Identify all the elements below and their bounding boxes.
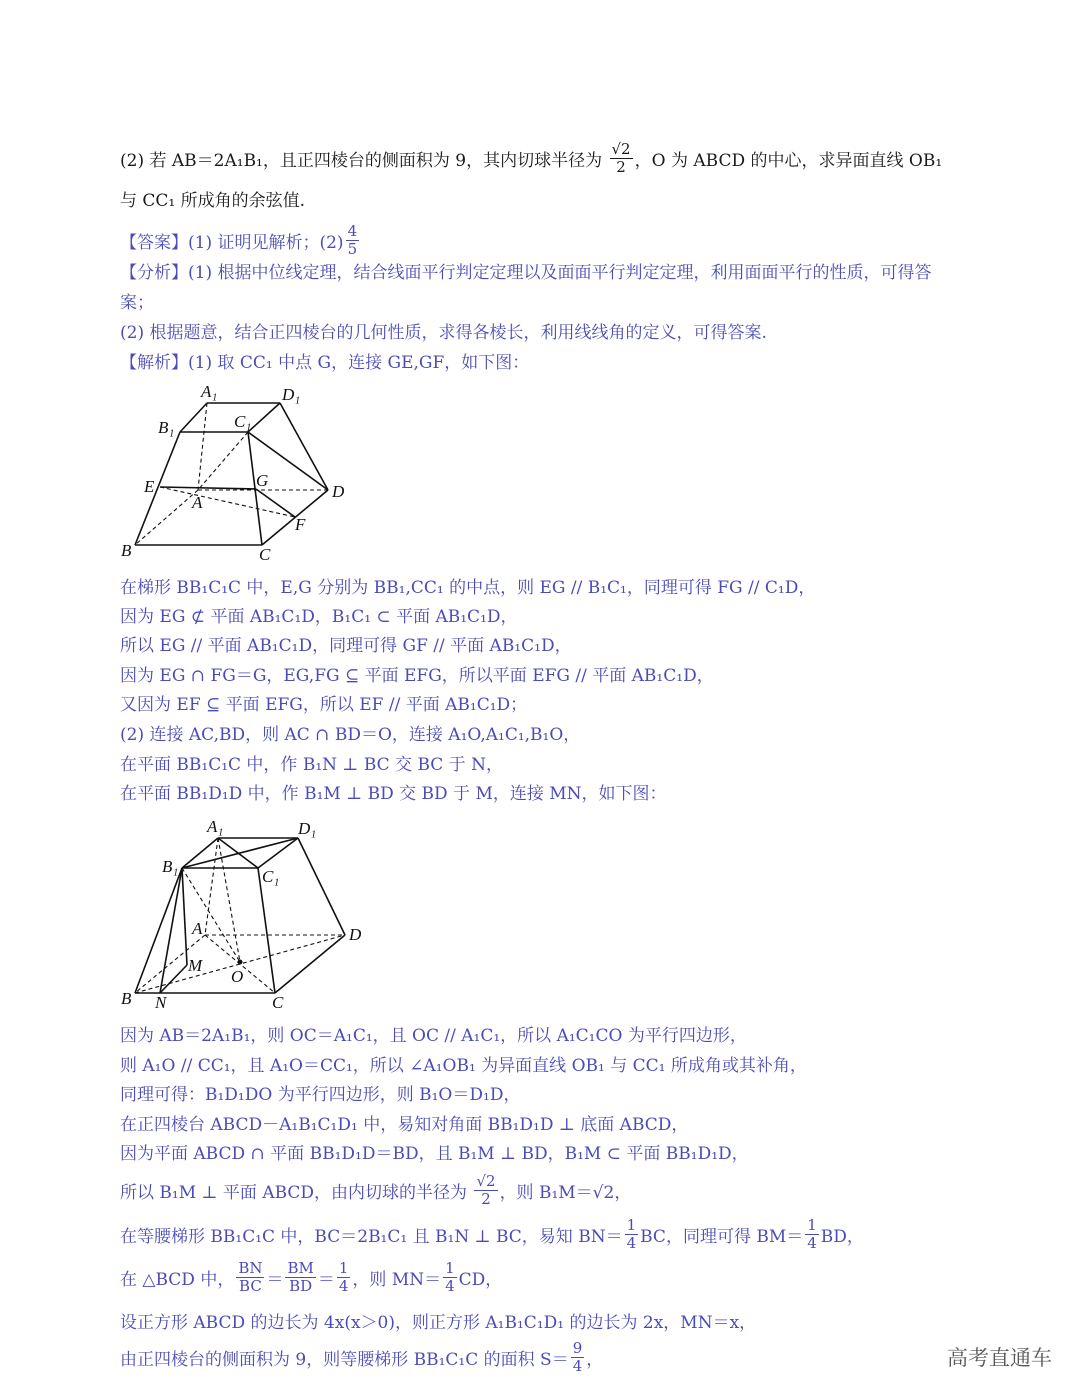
text-line xyxy=(120,571,815,599)
label-D1: D₁ xyxy=(282,385,301,404)
text-line xyxy=(120,1078,520,1106)
text-line xyxy=(120,1215,864,1252)
text-line xyxy=(120,1338,604,1375)
label-G: G xyxy=(256,471,269,490)
fraction xyxy=(285,1260,315,1295)
fraction-numerator: √2 xyxy=(476,1171,496,1190)
text-segment: ＝ xyxy=(266,1269,284,1290)
fraction xyxy=(337,1260,351,1295)
text-segment: ，则 B₁M＝√2， xyxy=(499,1182,632,1203)
text-segment: 【解析】(1) 取 CC₁ 中点 G，连接 GE,GF，如下图： xyxy=(120,352,530,373)
text-segment: 由正四棱台的侧面积为 9，则等腰梯形 BB₁C₁C 的面积 S＝ xyxy=(120,1349,569,1370)
fraction xyxy=(625,1217,639,1252)
text-segment: 【答案】(1) 证明见解析；(2) xyxy=(120,232,344,253)
fraction xyxy=(610,141,633,176)
text-segment: (2) 连接 AC,BD，则 AC ∩ BD＝O，连接 A₁O,A₁C₁,B₁O， xyxy=(120,724,581,745)
text-segment: 因为平面 ABCD ∩ 平面 BB₁D₁D＝BD，且 B₁M ⊥ BD，B₁M ⊂ 平面 BB₁D₁D， xyxy=(120,1143,749,1164)
text-line xyxy=(120,629,572,657)
figure-frustum-1 xyxy=(110,375,350,575)
label-C1: C₁ xyxy=(262,867,280,886)
text-segment: (2) 根据题意，结合正四棱台的几何性质，求得各棱长，利用线线角的定义，可得答案. xyxy=(120,322,767,343)
text-segment: 因为 EG ∩ FG＝G，EG,FG ⊆ 平面 EFG，所以平面 EFG // 平面 AB₁C₁D， xyxy=(120,665,714,686)
text-segment: 在 △BCD 中， xyxy=(120,1269,235,1290)
text-segment: ， xyxy=(586,1349,604,1370)
fraction xyxy=(346,223,360,258)
text-segment: ，则 MN＝ xyxy=(352,1269,442,1290)
fraction-denominator: BD xyxy=(289,1276,313,1295)
label-B: B xyxy=(121,541,132,560)
fraction xyxy=(805,1217,819,1252)
fraction xyxy=(443,1260,457,1295)
label-A: A xyxy=(192,919,203,938)
fraction-denominator: 4 xyxy=(626,1233,637,1252)
text-segment: ＝ xyxy=(317,1269,335,1290)
watermark: 高考直通车 xyxy=(947,1346,1052,1370)
text-line xyxy=(120,777,667,805)
fraction-denominator: 4 xyxy=(445,1276,455,1295)
text-line xyxy=(120,1258,503,1295)
text-line xyxy=(120,256,931,284)
text-segment: BD， xyxy=(820,1226,864,1247)
text-segment: 同理可得：B₁D₁DO 为平行四边形，则 B₁O＝D₁D， xyxy=(120,1084,521,1105)
text-line xyxy=(120,286,154,314)
text-line xyxy=(120,316,767,344)
text-segment: 则 A₁O // CC₁，且 A₁O＝CC₁，所以 ∠A₁OB₁ 为异面直线 OB₁ 与 CC₁ 所成角或其补角， xyxy=(120,1055,807,1076)
fraction-denominator: BC xyxy=(239,1276,262,1295)
text-segment: (2) 若 AB＝2A₁B₁，且正四棱台的侧面积为 9，其内切球半径为 xyxy=(120,150,608,171)
fraction-denominator: 5 xyxy=(347,239,358,258)
label-D: D xyxy=(332,482,345,501)
label-B: B xyxy=(121,989,132,1008)
fraction-numerator: 1 xyxy=(807,1215,817,1234)
label-A1: A₁ xyxy=(201,382,218,401)
text-line xyxy=(120,1171,632,1208)
text-segment: 所以 EG // 平面 AB₁C₁D，同理可得 GF // 平面 AB₁C₁D， xyxy=(120,635,572,656)
fraction-denominator: 4 xyxy=(338,1276,349,1295)
text-segment: 因为 EG ⊄ 平面 AB₁C₁D，B₁C₁ ⊂ 平面 AB₁C₁D， xyxy=(120,606,518,627)
label-D: D xyxy=(349,925,362,944)
text-segment: 案； xyxy=(120,292,154,313)
fraction-numerator: BM xyxy=(287,1258,314,1277)
label-C: C xyxy=(272,993,284,1012)
text-line xyxy=(120,659,714,687)
label-C: C xyxy=(259,545,271,564)
fraction-denominator: 2 xyxy=(616,157,626,176)
fraction-denominator: 4 xyxy=(807,1233,817,1252)
label-E: E xyxy=(144,477,155,496)
fraction-numerator: BN xyxy=(238,1258,263,1277)
text-line xyxy=(120,1137,749,1165)
fraction xyxy=(474,1173,497,1208)
fraction xyxy=(571,1340,585,1375)
text-segment: 又因为 EF ⊆ 平面 EFG，所以 EF // 平面 AB₁C₁D； xyxy=(120,694,528,715)
text-line xyxy=(120,718,580,746)
text-segment: 在平面 BB₁C₁C 中，作 B₁N ⊥ BC 交 BC 于 N， xyxy=(120,754,503,775)
text-segment: 因为 AB＝2A₁B₁，则 OC＝A₁C₁，且 OC // A₁C₁，所以 A₁C₁CO 为平行四边形， xyxy=(120,1025,747,1046)
label-A: A xyxy=(192,493,203,512)
text-line xyxy=(120,1108,688,1136)
text-line xyxy=(120,688,527,716)
fraction-numerator: 1 xyxy=(445,1258,455,1277)
fraction-denominator: 4 xyxy=(572,1356,583,1375)
text-line xyxy=(120,1049,807,1077)
label-O: O xyxy=(231,967,244,986)
label-B1: B₁ xyxy=(158,418,175,437)
label-F: F xyxy=(295,515,306,534)
label-C1: C₁ xyxy=(234,412,252,431)
text-segment: 设正方形 ABCD 的边长为 4x(x＞0)，则正方形 A₁B₁C₁D₁ 的边长为 2x，MN＝x， xyxy=(120,1312,757,1333)
text-segment: 在梯形 BB₁C₁C 中，E,G 分别为 BB₁,CC₁ 的中点，则 EG // B₁C₁，同理可得 FG // C₁D， xyxy=(120,577,816,598)
label-A1: A₁ xyxy=(207,817,224,836)
text-line xyxy=(120,221,361,258)
label-D1: D₁ xyxy=(298,819,317,838)
fraction-numerator: 1 xyxy=(626,1215,637,1234)
text-line xyxy=(120,346,529,374)
fraction-numerator: 9 xyxy=(572,1338,583,1357)
text-segment: 在等腰梯形 BB₁C₁C 中，BC＝2B₁C₁ 且 B₁N ⊥ BC，易知 BN＝ xyxy=(120,1226,623,1247)
fraction-numerator: 1 xyxy=(338,1258,349,1277)
text-segment: ，O 为 ABCD 的中心，求异面直线 OB₁ xyxy=(634,150,943,171)
fraction-numerator: 4 xyxy=(347,221,358,240)
text-line xyxy=(120,600,518,628)
text-line xyxy=(120,1019,747,1047)
fraction-numerator: √2 xyxy=(611,139,631,158)
figure-frustum-2 xyxy=(110,810,380,1015)
text-line xyxy=(120,184,305,212)
label-M: M xyxy=(188,956,203,975)
text-line xyxy=(120,1306,756,1334)
text-line xyxy=(120,748,503,776)
label-B1: B₁ xyxy=(162,857,179,876)
text-segment: BC，同理可得 BM＝ xyxy=(640,1226,804,1247)
text-segment: 所以 B₁M ⊥ 平面 ABCD，由内切球的半径为 xyxy=(120,1182,473,1203)
text-segment: 与 CC₁ 所成角的余弦值. xyxy=(120,190,306,211)
text-segment: 在正四棱台 ABCD－A₁B₁C₁D₁ 中，易知对角面 BB₁D₁D ⊥ 底面 ABCD， xyxy=(120,1114,689,1135)
fraction xyxy=(236,1260,264,1295)
text-segment: 在平面 BB₁D₁D 中，作 B₁M ⊥ BD 交 BD 于 M，连接 MN，如下图： xyxy=(120,783,667,804)
label-N: N xyxy=(155,993,167,1012)
fraction-denominator: 2 xyxy=(481,1189,491,1208)
text-segment: CD， xyxy=(458,1269,503,1290)
text-segment: 【分析】(1) 根据中位线定理，结合线面平行判定定理以及面面平行判定定理，利用面面平行的性质，可得答 xyxy=(120,262,932,283)
text-line xyxy=(120,139,943,176)
